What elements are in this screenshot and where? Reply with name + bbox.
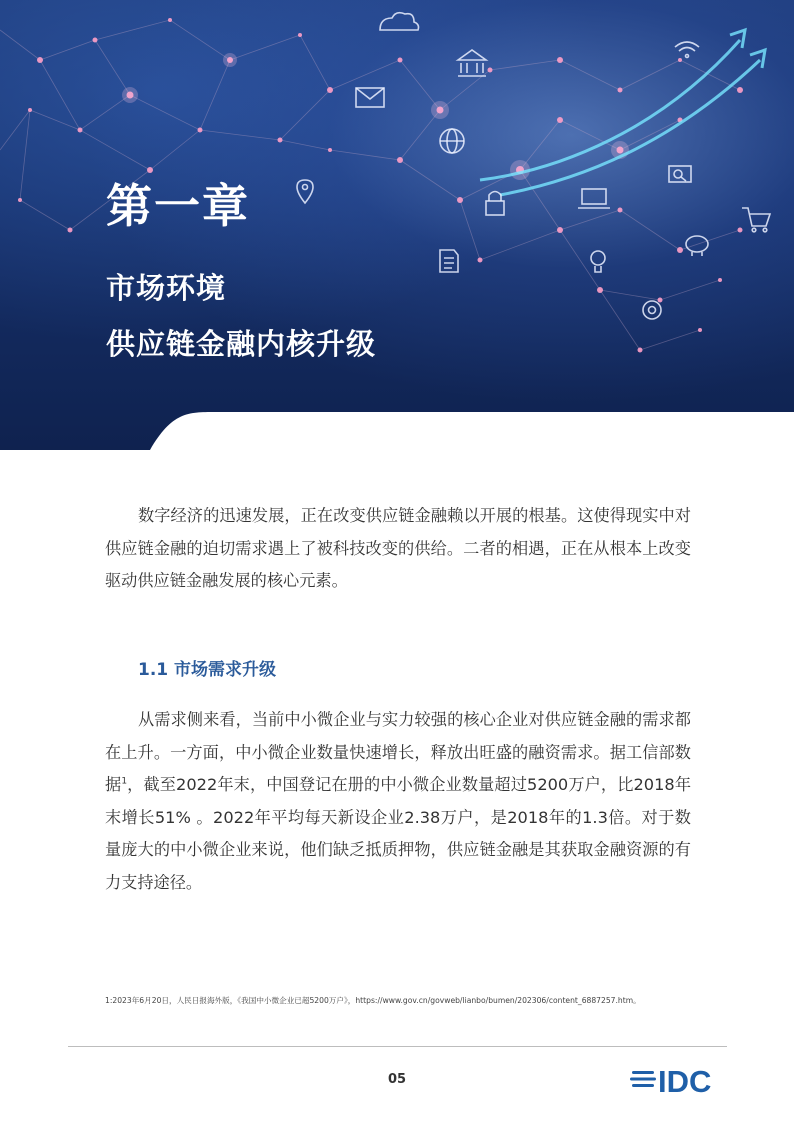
chapter-subtitle-line2: 供应链金融内核升级 [106,327,377,361]
section-paragraph-part2: ，截至2022年末，中国登记在册的中小微企业数量超过5200万户，比2018年末增长51% 。2022年平均每天新设企业2.38万户，是2018年的1.3倍。对于数量庞大的中小微企业来说，他们缺乏抵质押物，供应链金融是其获取金融资源的有力支持途径。 [105,775,692,892]
footer-divider [68,1046,727,1047]
hero-banner [0,0,794,450]
footnote: 1:2023年6月20日，人民日报海外版，《我国中小微企业已超5200万户》，https://www.gov.cn/govweb/lianbo/bumen/202306/content_6887257.htm。 [105,996,641,1005]
footnote-marker[interactable]: 1 [121,776,128,787]
section-paragraph-part1: 从需求侧来看，当前中小微企业与实力较强的核心企业对供应链金融的需求都在上升。一方面，中小微企业数量快速增长，释放出旺盛的融资需求。据工信部数据 [105,710,691,795]
chapter-subtitle-line1: 市场环境 [106,271,227,305]
idc-logo [630,1061,730,1097]
idc-logo-text: IDC [658,1064,712,1097]
chapter-title: 第一章 [106,179,250,233]
page-number: 05 [387,1072,407,1087]
section-heading: 1.1 市场需求升级 [138,660,277,680]
section-paragraph [105,704,691,900]
intro-paragraph: 数字经济的迅速发展，正在改变供应链金融赖以开展的根基。这使得现实中对供应链金融的迫切需求遇上了被科技改变的供给。二者的相遇，正在从根本上改变驱动供应链金融发展的核心元素。 [105,506,691,591]
